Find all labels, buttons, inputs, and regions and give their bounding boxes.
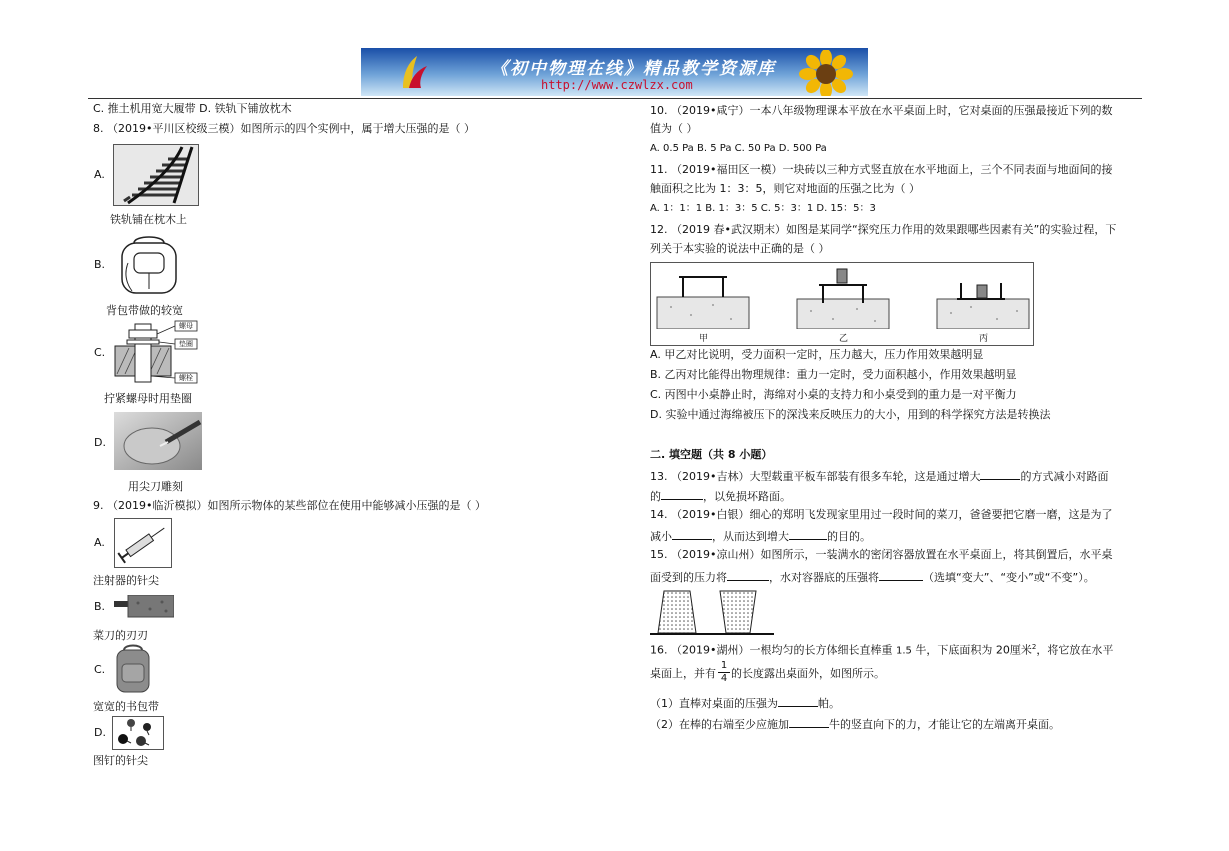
q8-option-b-letter: B.: [94, 258, 106, 271]
q14-line2: [650, 528, 871, 544]
q9-stem: 9. （2019•临沂模拟）如图所示物体的某些部位在使用中能够减小压强的是（ ）: [93, 499, 486, 512]
q14-blank-2[interactable]: [789, 528, 827, 540]
q14-text-2b: ，从而达到增大: [712, 530, 789, 543]
thumbtack-icon: [113, 717, 163, 749]
label-nut: 螺母: [179, 322, 193, 330]
railway-track-icon: [114, 145, 198, 205]
q16-sub2: [650, 716, 1060, 732]
q16-sub2-a: （2）在棒的右端至少应施加: [650, 718, 789, 731]
fraction-numerator: 1: [718, 660, 730, 673]
q16-area-value: 20: [995, 643, 1010, 657]
q14-blank-1[interactable]: [672, 528, 712, 540]
syringe-icon: [115, 519, 171, 567]
q9-option-a-letter: A.: [94, 536, 105, 549]
q13-text-1a: 13. （2019•吉林）大型载重平板车部装有很多车轮，这是通过增大: [650, 470, 981, 483]
q15-text-2c: （选填“变大”、“变小”或“不变”）。: [923, 571, 1095, 584]
q16-text-1b: 牛，下底面积为: [915, 643, 993, 657]
schoolbag-icon: [114, 644, 152, 694]
banner-url: http://www.czwlzx.com: [541, 78, 693, 92]
q9-a-syringe-figure: [114, 518, 172, 568]
header-rule: [88, 98, 1142, 99]
q8-d-knife-figure: [114, 412, 202, 470]
q13-text-2b: ，以免损坏路面。: [703, 490, 791, 503]
q9-d-thumbtack-figure: [112, 716, 164, 750]
label-bing: 丙: [979, 334, 989, 344]
logo-icon: [399, 54, 431, 90]
sealed-container-icon: [650, 587, 774, 637]
q8-stem: 8. （2019•平川区校级三模）如图所示的四个实例中，属于增大压强的是（ ）: [93, 122, 475, 135]
header-banner: [361, 48, 868, 96]
section-fill-in-title: 二. 填空题（共 8 小题）: [650, 448, 773, 461]
q13-line1: [650, 468, 1108, 484]
label-washer: 垫圈: [179, 340, 193, 348]
cleaver-icon: [114, 595, 174, 619]
q13-blank-2[interactable]: [661, 488, 703, 500]
q12-option-c: C. 丙图中小桌静止时，海绵对小桌的支持力和小桌受到的重力是一对平衡力: [650, 388, 1017, 401]
q10-line2: 值为（ ）: [650, 122, 698, 135]
q12-line2: 列关于本实验的说法中正确的是（ ）: [650, 242, 830, 255]
q8-option-a-letter: A.: [94, 168, 105, 181]
q15-container-figure: [650, 587, 774, 637]
q16-text-2a: 桌面上，并有: [650, 667, 716, 680]
q10-options: A. 0.5 Pa B. 5 Pa C. 50 Pa D. 500 Pa: [650, 143, 827, 154]
q15-blank-1[interactable]: [727, 569, 769, 581]
q16-sup: 2: [1031, 643, 1037, 651]
q8-option-d-letter: D.: [94, 436, 106, 449]
q16-sub1-a: （1）直棒对桌面的压强为: [650, 697, 778, 710]
q11-options: A. 1：1：1 B. 1：3：5 C. 5：3：1 D. 15：5：3: [650, 203, 876, 214]
q9-option-c-letter: C.: [94, 663, 106, 676]
q15-text-2a: 面受到的压力将: [650, 571, 727, 584]
q9-option-a-caption: 注射器的针尖: [93, 574, 159, 587]
label-bolt: 螺栓: [179, 374, 193, 382]
q16-line1: [650, 640, 1113, 659]
q16-text-1c: 厘米: [1009, 643, 1032, 657]
fraction-denominator: 4: [720, 673, 728, 684]
q16-sub2-b: 牛的竖直向下的力，才能让它的左端离开桌面。: [829, 718, 1060, 731]
q16-sub1: [650, 695, 840, 711]
q13-text-2a: 的: [650, 490, 661, 503]
q12-option-b: B. 乙丙对比能得出物理规律：重力一定时，受力面积越小，作用效果越明显: [650, 368, 1017, 381]
q12-line1: 12. （2019 春•武汉期末）如图是某同学“探究压力作用的效果跟哪些因素有关”的实验过程，下: [650, 223, 1117, 236]
q16-blank-2[interactable]: [789, 716, 829, 728]
q13-blank-1[interactable]: [980, 468, 1020, 480]
q12-option-a: A. 甲乙对比说明，受力面积一定时，压力越大，压力作用效果越明显: [650, 348, 984, 361]
q8-b-backpack-figure: [114, 233, 184, 297]
q15-blank-2[interactable]: [879, 569, 923, 581]
q8-option-b-caption: 背包带做的较宽: [106, 304, 183, 317]
q13-text-1b: 的方式减小对路面: [1020, 470, 1109, 483]
backpack-icon: [114, 233, 184, 297]
q8-option-d-caption: 用尖刀雕刻: [128, 480, 183, 493]
q16-line2-tail: 的长度露出桌面外，如图所示。: [731, 667, 885, 680]
q14-text-2c: 的目的。: [827, 530, 871, 543]
q16-sub1-b: 帕。: [818, 697, 840, 710]
q9-option-d-letter: D.: [94, 726, 106, 739]
q12-sponge-experiment-figure: [650, 262, 1034, 346]
q11-line2: 触面积之比为 1：3：5，则它对地面的压强之比为（ ）: [650, 182, 920, 195]
q16-weight-value: 1.5: [895, 645, 912, 657]
q8-option-c-letter: C.: [94, 346, 106, 359]
q8-a-railway-figure: [113, 144, 199, 206]
q14-text-2a: 减小: [650, 530, 672, 543]
q15-line2: [650, 569, 1095, 585]
q9-option-b-caption: 菜刀的刃刃: [93, 629, 148, 642]
q13-line2: [650, 488, 791, 504]
label-yi: 乙: [839, 334, 849, 344]
sunflower-icon: [791, 50, 861, 96]
q11-line1: 11. （2019•福田区一模）一块砖以三种方式竖直放在水平地面上，三个不同表面与地面间的接: [650, 163, 1113, 176]
q16-blank-1[interactable]: [778, 695, 818, 707]
q9-option-b-letter: B.: [94, 600, 106, 613]
q8-option-a-caption: 铁轨铺在枕木上: [110, 213, 187, 226]
q9-option-d-caption: 图钉的针尖: [93, 754, 148, 767]
q16-text-1a: 16. （2019•湖州）一根均匀的长方体细长直棒重: [650, 643, 893, 657]
label-jia: 甲: [699, 334, 709, 344]
carving-knife-icon: [114, 412, 202, 470]
q14-line1: 14. （2019•白银）细心的郑明飞发现家里用过一段时间的菜刀，爸爸要把它磨一磨，这是为了: [650, 508, 1113, 521]
q15-text-2b: ，水对容器底的压强将: [769, 571, 879, 584]
q16-fraction: [718, 660, 730, 685]
q16-text-1d: ，将它放在水平: [1036, 643, 1114, 657]
q8-option-c-caption: 拧紧螺母时用垫圈: [104, 392, 192, 405]
q15-line1: 15. （2019•凉山州）如图所示，一装满水的密闭容器放置在水平桌面上，将其倒置后，水平桌: [650, 548, 1113, 561]
banner-title: 《初中物理在线》精品教学资源库: [491, 59, 776, 79]
q9-b-cleaver-figure: [114, 595, 174, 619]
q8-c-bolt-figure: [113, 320, 201, 384]
q9-option-c-caption: 宽宽的书包带: [93, 700, 159, 713]
q16-line2: [650, 667, 716, 681]
q12-option-d: D. 实验中通过海绵被压下的深浅来反映压力的大小，用到的科学探究方法是转换法: [650, 408, 1051, 421]
q7-options-tail: C. 推土机用宽大履带 D. 铁轨下铺放枕木: [93, 102, 292, 115]
q9-c-schoolbag-figure: [114, 644, 152, 694]
q10-line1: 10. （2019•咸宁）一本八年级物理课本平放在水平桌面上时，它对桌面的压强最接近下列的数: [650, 104, 1113, 117]
